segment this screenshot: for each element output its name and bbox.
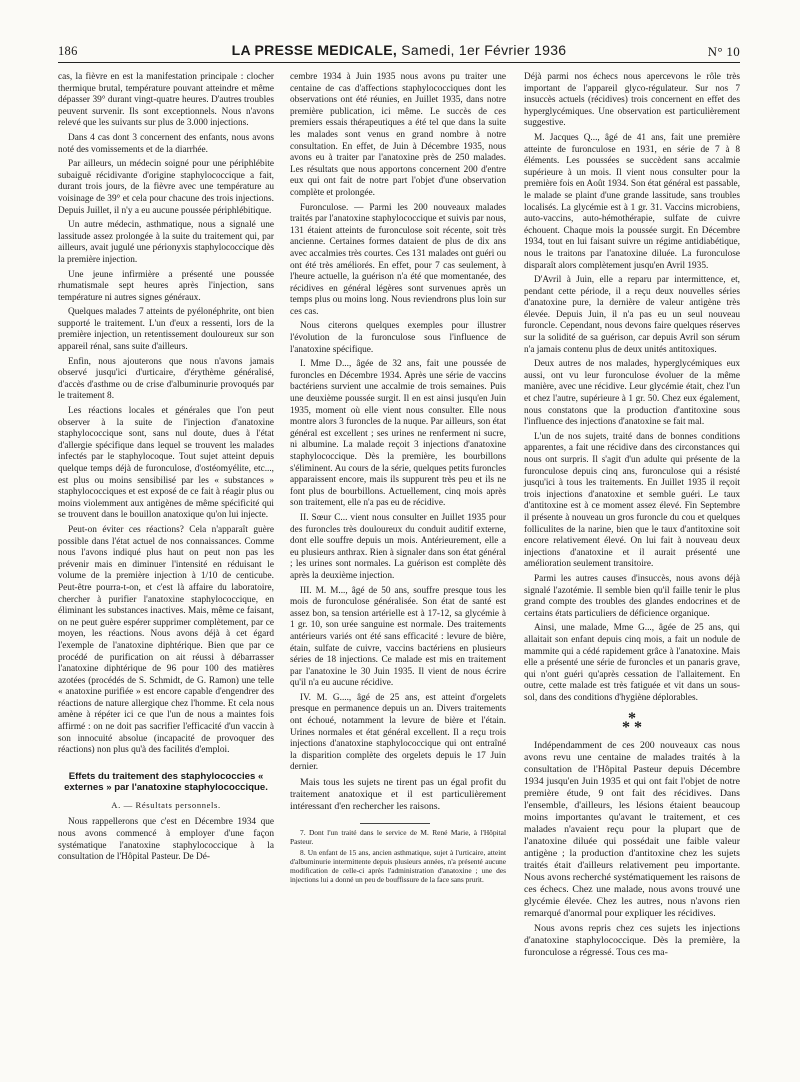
page-header — [58, 40, 740, 60]
paragraph: Peut-on éviter ces réactions? Cela n'apparaît guère possible dans l'état actuel de nos connaissances. Comme nous l'avons indiqué plus haut on peut non pas les prévenir mais en diminuer l'intensité en réduisant le volume de la première injection à 1/10 de centicube. Peut-être pourra-t-on, et c'est là affaire du laboratoire, chercher à purifier l'anatoxine staphylococcique, en éliminant les substances inactives. Mais, même ce faisant, on ne peut guère espérer supprimer complètement, par ce moyen, les réactions. Nous avons déjà à cet égard l'exemple de l'anatoxine diphtérique. Bien que par ce procédé de purification on ait réussi à débarrasser l'anatoxine diphtérique de 96 pour 100 des matières azotées (procédés de S. Schmidt, de G. Ramon) une telle « anatoxine purifiée » est encore capable d'engendrer des réactions de nature allergique chez l'homme. Et cela nous amène à répéter ici ce que l'un de nous a maintes fois affirmé : on ne doit pas sacrifier l'efficacité d'un vaccin à son innocuité absolue (incapacité de provoquer des réactions) non plus qu'à des facilités d'emploi. — [58, 524, 274, 756]
section-heading: Effets du traitement des staphylococcies « externes » par l'anatoxine staphylococcique. — [64, 770, 268, 794]
paragraph: cas, la fièvre en est la manifestation principale : clocher thermique brutal, température pouvant atteindre et même dépasser 39° durant vingt-quatre heures. D'autres troubles peuvent survenir. Ils sont exceptionnels. Nous n'avons relevé que les suivants sur plus de 3.000 injections. — [58, 72, 274, 129]
column-3 — [524, 72, 740, 962]
footnote-rule — [360, 823, 430, 824]
case-paragraph: III. M. M..., âgé de 50 ans, souffre presque tous les mois de furonculose généralisée. Son état de santé est assez bon, sa tension artérielle est à 17-12, sa glycémie à 1 gr. 10, son urée sanguine est normale. Des traitements antérieurs variés ont été sans efficacité : levure de bière, étain, sulfate de cuivre, vaccins bactériens en plusieurs séries de 18 injections. Ce malade est mis en traitement par l'anatoxine le 30 Juin 1935. Il vient de nous écrire qu'il n'a eu aucune récidive. — [290, 585, 506, 689]
paragraph: Un autre médecin, asthmatique, nous a signalé une lassitude assez prolongée à la suite du traitement qui, par ailleurs, avait jugulé une périonyxis staphylococcique dès la première injection. — [58, 220, 274, 265]
asterism-divider: * * * — [622, 710, 642, 737]
header-rule — [58, 62, 740, 63]
case-paragraph: IV. M. G...., âgé de 25 ans, est atteint d'orgelets presque en permanence depuis un an. Divers traitements ont échoué, notamment la levure de bière et l'étain. Urines normales et état général excellent. Il a reçu trois injections d'anatoxine staphylococcique qui ont entraîné la disparition complète des orgelets depuis le 17 Juin dernier. — [290, 692, 506, 773]
paragraph: D'Avril à Juin, elle a reparu par intermittence, et, pendant cette période, il a reçu deux nouvelles séries d'anatoxine pure, la dernière de valeur antigène très élevée. Depuis Juin, il n'a pas eu un seul nouveau furoncle. Cependant, nous devons faire quelques réserves sur la solidité de sa guérison, car depuis Avril son sérum n'a jamais contenu plus de deux unités antitoxiques. — [524, 275, 740, 355]
journal-name: LA PRESSE MEDICALE, — [231, 42, 398, 58]
paragraph: Par ailleurs, un médecin soigné pour une périphlébite subaiguë récidivante d'origine staphylococcique a fait, durant trois jours, de la fièvre avec une température au voisinage de 39° et cela pour chacune des trois injections. Depuis Juillet, il n'y a eu aucune poussée périphlébitique. — [58, 159, 274, 216]
paragraph: Une jeune infirmière a présenté une poussée rhumatismale sept heures après l'injection, sans température ni autres signes généraux. — [58, 269, 274, 303]
paragraph: cembre 1934 à Juin 1935 nous avons pu traiter une centaine de cas d'affections staphylococciques dont les observations ont été réunies, en Juillet 1935, dans notre première publication, ici même. Le succès de ces premiers essais thérapeutiques a été tel que dans la suite les malades sont venus en grand nombre à notre consultation. En effet, de Juin à Décembre 1935, nous avons eu à traiter par l'anatoxine près de 250 malades. Les résultats que nous apportons concernent 200 d'entre eux qui ont fait de notre part l'objet d'une observation complète et prolongée. — [290, 72, 506, 198]
paragraph: Furonculose. — Parmi les 200 nouveaux malades traités par l'anatoxine staphylococcique et suivis par nous, 131 étaient atteints de furonculose soit récente, soit très ancienne. Certaines formes dataient de plus de dix ans avec accalmies très courtes. Ces 131 malades ont guéri ou ont été très améliorés. En effet, pour 7 cas seulement, à l'heure actuelle, la guérison n'a été que momentanée, des récidives en général légères sont survenues après un temps plus ou moins long. Nous reviendrons plus loin sur ces cas. — [290, 202, 506, 317]
journal-title — [58, 42, 740, 58]
column-1 — [58, 72, 274, 867]
case-paragraph: M. Jacques Q..., âgé de 41 ans, fait une première atteinte de furonculose en 1931, en série de 7 à 8 éléments. Les poussées se succèdent sans accalmie supérieure à un mois. Il vient nous consulter pour la première fois en Août 1934. Son état général est passable, le malade se plaint d'une grande lassitude, sans troubles localisés. La glycémie est à 1 gr. 31. Vaccins microbiens, auto-vaccins, auto-hémothérapie, sulfate de cuivre échouent. Chaque mois la poussée surgit. En Décembre 1934, tout en lui faisant suivre un régime antidiabétique, nous le traitons par l'anatoxine diluée. La furonculose disparaît alors complètement jusqu'en Avril 1935. — [524, 132, 740, 271]
paragraph: Indépendamment de ces 200 nouveaux cas nous avons revu une centaine de malades traités à la consultation de l'Hôpital Pasteur depuis Décembre 1934 jusqu'en Juin 1935 et qui ont fait l'objet de notre première étude, 9 ont fait des récidives. Dans l'ensemble, d'ailleurs, les lésions étaient beaucoup moins importantes qu'avant le traitement, et ces malades n'avaient reçu pour la plupart que de l'anatoxine diluée qui possédait une faible valeur antigène ; la production d'antitoxine chez les sujets traités était d'ailleurs relativement peu importante. Nous avons recherché systématiquement les raisons de ces échecs. Chez une malade, nous avons trouvé une glycémie élevée. Chez les autres, nous n'avons rien remarqué d'anormal pour expliquer les récidives. — [524, 740, 740, 920]
issue-date: Samedi, 1er Février 1936 — [401, 42, 567, 58]
case-paragraph: I. Mme D..., âgée de 32 ans, fait une poussée de furoncles en Décembre 1934. Après une série de vaccins bactériens survient une accalmie de trois semaines. Puis une deuxième poussée surgit. Il en est ainsi jusqu'en Juin 1935, moment où elle vient nous consulter. Elle nous montre alors 3 furoncles de la nuque. Par ailleurs, son état général est excellent ; ses urines ne renferment ni sucre, ni albumine. La malade reçoit 3 injections d'anatoxine staphylococcique. Dès la première, les bourbillons s'éliminent. Au cours de la série, quelques petits furoncles apparaissent encore, mais ils suppurent très peu et ils ne font plus de bourbillons. Actuellement, cinq mois après son traitement, elle n'a pas eu de récidive. — [290, 359, 506, 509]
paragraph: Enfin, nous ajouterons que nous n'avons jamais observé jusqu'ici d'urticaire, d'érythème généralisé, d'accès d'asthme ou de crise d'albuminurie provoqués par le traitement 8. — [58, 356, 274, 402]
paragraph: Parmi les autres causes d'insuccès, nous avons déjà signalé l'azotémie. Il semble bien qu'il faille tenir le plus grand compte des troubles des glandes endocrines et de certains états particuliers de déficience organique. — [524, 573, 740, 619]
issue-number: N° 10 — [707, 44, 740, 59]
paragraph: Les réactions locales et générales que l'on peut observer à la suite de l'injection d'anatoxine staphylococcique sont, sans nul doute, dues à l'état d'allergie spécifique dans lequel se trouvent les malades infectés par le staphylocoque. Tout sujet atteint depuis quelque temps déjà de furonculose, d'ostéomyélite, etc..., est plus ou moins sensibilisé par les « substances » staphylococciques et est exposé de ce fait à réagir plus ou moins violemment aux antigènes de même spécificité qui se trouvent dans le bouillon anatoxique qu'on lui injecte. — [58, 406, 274, 521]
footnote: 8. Un enfant de 15 ans, ancien asthmatique, sujet à l'urticaire, atteint d'albuminurie intermittente depuis plusieurs années, n'a présenté aucune modification de celle-ci après l'administration d'anatoxine ; une des injections lui a donné un peu de bouffissure de la face sans prurit. — [290, 848, 506, 885]
paragraph: Quelques malades 7 atteints de pyélonéphrite, ont bien supporté le traitement. L'un d'eux a ressenti, lors de la première injection, un retentissement douloureux sur son appareil rénal, sans suite d'ailleurs. — [58, 307, 274, 353]
footnote: 7. Dont l'un traité dans le service de M. René Marie, à l'Hôpital Pasteur. — [290, 828, 506, 847]
paragraph: Nous rappellerons que c'est en Décembre 1934 que nous avons commencé à employer d'une façon systématique l'anatoxine staphylococcique à la consultation de l'Hôpital Pasteur. De Dé- — [58, 817, 274, 863]
paragraph: Mais tous les sujets ne tirent pas un égal profit du traitement anatoxique et il est particulièrement intéressant d'en rechercher les raisons. — [290, 777, 506, 813]
paragraph: L'un de nos sujets, traité dans de bonnes conditions apparentes, a fait une récidive dans des circonstances qui nous ont surpris. Il s'agit d'un adulte qui présente de la furonculose depuis cinq ans, furonculose qui a résisté jusqu'ici à tous les traitements. En Juillet 1935 il reçoit trois injections d'anatoxine et semble guéri. Le taux d'antitoxine est à ce moment assez élevé. Fin Septembre il présente à nouveau un gros furoncle du cou et quelques folliculites de la narine, bien que le taux d'antitoxine soit encore relativement élevé. On lui fait à nouveau deux injections d'anatoxine et il aurait présenté une amélioration seulement transitoire. — [524, 431, 740, 570]
paragraph: Ainsi, une malade, Mme G..., âgée de 25 ans, qui allaitait son enfant depuis cinq mois, a fait un nodule de mammite qui a cédé rapidement grâce à l'anatoxine. Mais elle a présenté une série de furoncles et un panaris grave, qui n'ont guéri qu'après cessation de l'allaitement. En outre, cette malade est très fatiguée et vit dans un sous-sol, dans des conditions d'hygiène déplorables. — [524, 623, 740, 703]
subsection-heading: A. — Résultats personnels. — [111, 799, 221, 810]
paragraph: Nous citerons quelques exemples pour illustrer l'évolution de la furonculose sous l'influence de l'anatoxine spécifique. — [290, 321, 506, 355]
paragraph: Déjà parmi nos échecs nous apercevons le rôle très important de l'appareil glyco-régulateur. Sur nos 7 insuccès actuels (récidives) trois concernent en effet des hyperglycémiques. Une observation est particulièrement suggestive. — [524, 72, 740, 129]
case-paragraph: II. Sœur C... vient nous consulter en Juillet 1935 pour des furoncles très douloureux du conduit auditif externe, dont elle souffre depuis un mois. Antérieurement, elle a eu plusieurs anthrax. Rien à signaler dans son état général ; les urines sont normales. La guérison est complète dès après la deuxième injection. — [290, 512, 506, 581]
paragraph: Dans 4 cas dont 3 concernent des enfants, nous avons noté des vomissements et de la diarrhée. — [58, 132, 274, 155]
paragraph: Nous avons repris chez ces sujets les injections d'anatoxine staphylococcique. Dès la première, la furonculose a régressé. Tous ces ma- — [524, 923, 740, 959]
page-number: 186 — [58, 44, 78, 58]
paragraph: Deux autres de nos malades, hyperglycémiques eux aussi, ont vu leur furonculose évoluer de la même manière, avec une récidive. Leur glycémie était, chez l'un et chez l'autre, supérieure à 1 gr. 50. Chez eux également, nous constatons que la production d'antitoxine sous l'influence des injections d'anatoxine se fait mal. — [524, 359, 740, 428]
column-2 — [290, 72, 506, 886]
